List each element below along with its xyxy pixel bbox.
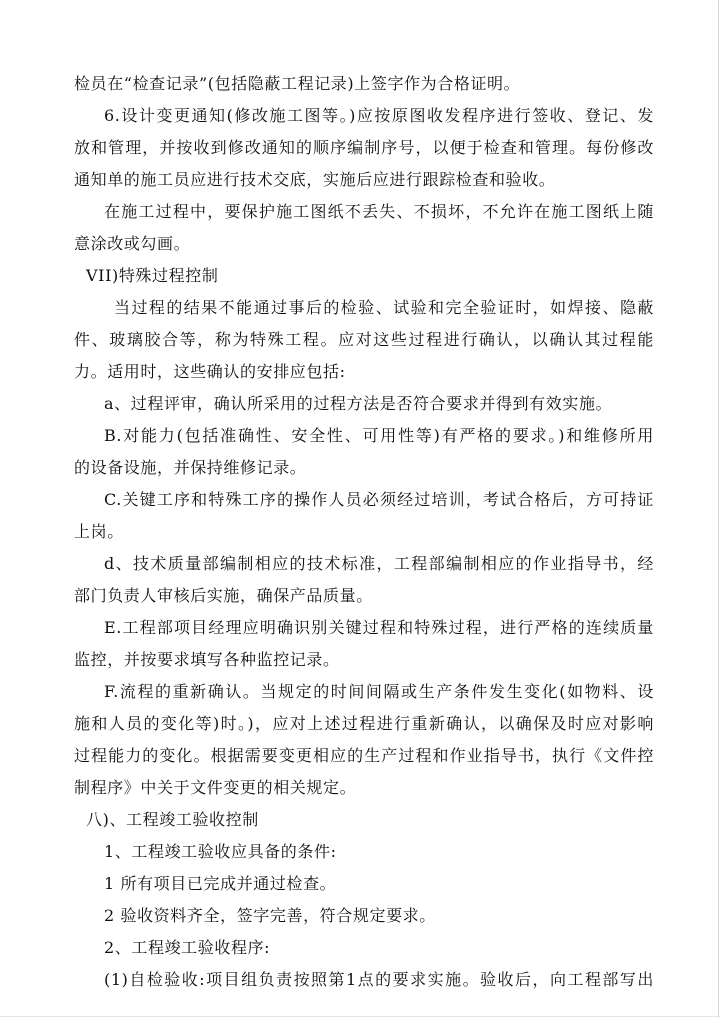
text-line: 意涂改或勾画。: [74, 234, 191, 253]
text-line: 2 验收资料齐全，签字完善，符合规定要求。: [104, 906, 436, 925]
text-line: 1、工程竣工验收应具备的条件:: [104, 842, 337, 861]
page-edge-right: [718, 0, 719, 1018]
text-line: 制程序》中关于文件变更的相关规定。: [74, 778, 357, 797]
text-line: 监控，并按要求填写各种监控记录。: [74, 650, 340, 669]
text-line: E.工程部项目经理应明确识别关键过程和特殊过程，进行严格的连续质量: [104, 618, 654, 637]
document-body: [74, 68, 654, 996]
text-line: F.流程的重新确认。当规定的时间间隔或生产条件发生变化(如物料、设: [104, 682, 654, 701]
text-line: d、技术质量部编制相应的技术标准，工程部编制相应的作业指导书，经: [104, 554, 654, 573]
text-line: a、过程评审，确认所采用的过程方法是否符合要求并得到有效实施。: [104, 394, 613, 413]
text-line: 检员在“检查记录”(包括隐蔽工程记录)上签字作为合格证明。: [74, 74, 521, 93]
text-line: 部门负责人审核后实施，确保产品质量。: [74, 586, 373, 605]
text-line: 1 所有项目已完成并通过检查。: [104, 874, 337, 893]
text-line: (1)自检验收:项目组负责按照第1点的要求实施。验收后，向工程部写出: [104, 970, 654, 989]
page-edge-bottom: [0, 1016, 720, 1017]
text-line: 件、玻璃胶合等，称为特殊工程。应对这些过程进行确认，以确认其过程能: [74, 330, 654, 349]
text-line: 6.设计变更通知(修改施工图等。)应按原图收发程序进行签收、登记、发: [104, 106, 654, 125]
text-line: 当过程的结果不能通过事后的检验、试验和完全验证时，如焊接、隐蔽: [114, 298, 654, 317]
text-line: C.关键工序和特殊工序的操作人员必须经过培训，考试合格后，方可持证: [104, 490, 654, 509]
text-line: 施和人员的变化等)时。)，应对上述过程进行重新确认，以确保及时应对影响: [74, 714, 654, 733]
text-line: B.对能力(包括准确性、安全性、可用性等)有严格的要求。)和维修所用: [104, 426, 654, 445]
text-line: VII)特殊过程控制: [86, 266, 219, 285]
text-line: 2、工程竣工验收程序:: [104, 938, 271, 957]
text-line: 通知单的施工员应进行技术交底，实施后应进行跟踪检查和验收。: [74, 170, 556, 189]
text-line: 的设备设施，并保持维修记录。: [74, 458, 307, 477]
text-line: 力。适用时，这些确认的安排应包括:: [74, 362, 346, 381]
text-line: 八)、工程竣工验收控制: [86, 810, 259, 829]
text-line: 上岗。: [74, 522, 124, 541]
text-line: 过程能力的变化。根据需要变更相应的生产过程和作业指导书，执行《文件控: [74, 746, 654, 765]
text-line: 在施工过程中，要保护施工图纸不丢失、不损坏，不允许在施工图纸上随: [104, 202, 654, 221]
text-line: 放和管理，并按收到修改通知的顺序编制序号，以便于检查和管理。每份修改: [74, 138, 654, 157]
